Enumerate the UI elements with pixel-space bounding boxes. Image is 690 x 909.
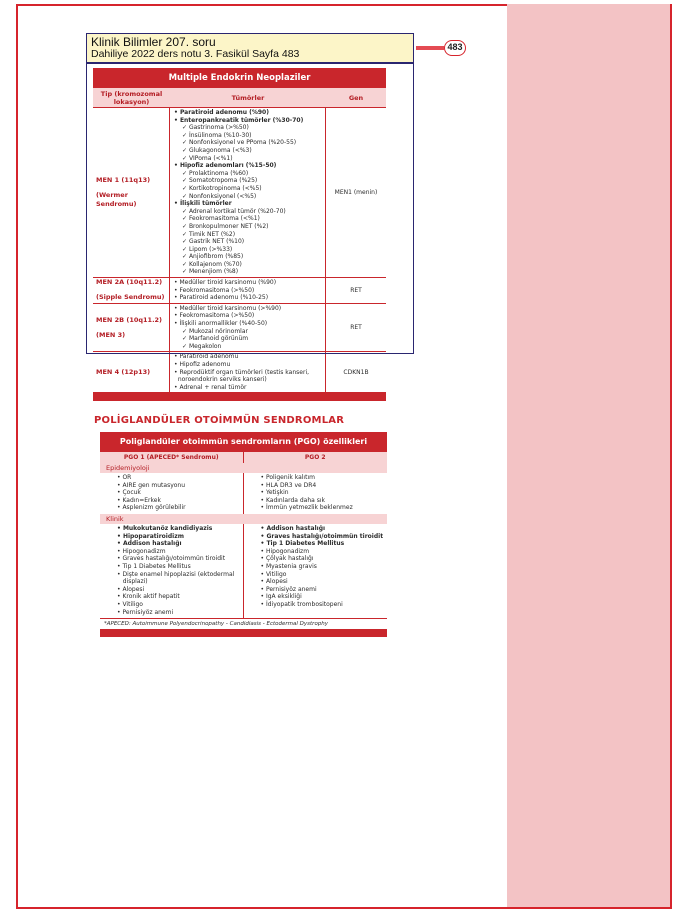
tumor-text: İnsülinoma (%10-30) xyxy=(188,131,252,139)
pgo-section-body xyxy=(100,473,387,514)
men-type-label: (Sipple Sendromu) xyxy=(96,293,165,302)
pgo-table-body xyxy=(100,463,387,618)
bullet-icon: • xyxy=(260,540,267,548)
pgo-item xyxy=(117,601,243,609)
tumor-text: Paratiroid adenomu xyxy=(179,353,239,361)
pgo-item-text: displazi) xyxy=(122,578,148,586)
pgo-item-text: Pernisiyöz anemi xyxy=(265,585,317,593)
section-title: POLİGLANDÜLER OTOİMMÜN SENDROMLAR xyxy=(94,415,345,426)
page-marker-bar xyxy=(416,46,444,50)
tumor-text: Adrenal kortikal tümör (%20-70) xyxy=(188,207,286,215)
pgo-item-text: Pernisiyöz anemi xyxy=(122,608,174,616)
men-type-label: MEN 4 (12p13) xyxy=(96,367,151,376)
bullet-icon: • xyxy=(260,570,266,578)
tumor-text: Enteropankreatik tümörler (%30-70) xyxy=(179,116,304,124)
pgo-item-text: Hipogonadizm xyxy=(122,547,166,555)
check-icon: ✓ xyxy=(182,253,189,261)
bullet-icon: • xyxy=(174,109,180,116)
pgo-item-text: Yetişkin xyxy=(265,489,289,497)
pgo-item xyxy=(261,540,388,548)
check-icon: ✓ xyxy=(182,207,189,215)
men-table-footer-bar xyxy=(93,393,386,401)
bullet-icon: • xyxy=(117,496,123,504)
bullet-icon: • xyxy=(174,320,180,328)
pgo-item xyxy=(261,525,388,533)
pgo-item xyxy=(261,571,388,579)
tumor-text: Prolaktinoma (%60) xyxy=(188,169,249,177)
tumor-text: Medüller tiroid karsinomu (%90) xyxy=(179,279,277,287)
bullet-icon: • xyxy=(174,279,180,287)
tumor-item xyxy=(174,353,321,361)
bullet-icon: • xyxy=(260,585,266,593)
pgo-item xyxy=(261,482,388,490)
pgo-item xyxy=(117,474,243,482)
bullet-icon: • xyxy=(260,600,266,608)
pgo-item-text: İmmün yetmezlik beklenmez xyxy=(265,504,353,512)
check-icon: ✓ xyxy=(182,335,189,343)
pgo-item-text: Dişte enamel hipoplazisi (ektodermal xyxy=(122,570,235,578)
bullet-icon: • xyxy=(260,524,267,532)
pgo-item-text: IgA eksikliği xyxy=(265,593,302,601)
check-icon: ✓ xyxy=(182,245,189,253)
check-icon: ✓ xyxy=(182,215,189,223)
bullet-icon: • xyxy=(260,547,266,555)
pgo-item xyxy=(261,497,388,505)
bullet-icon: • xyxy=(117,532,123,540)
men-gene-cell: RET xyxy=(350,324,362,332)
men-tumors-cell xyxy=(170,352,326,392)
tumor-text: noroendokrin serviks kanseri) xyxy=(177,376,267,384)
pgo-item-text: Tip 1 Diabetes Mellitus xyxy=(122,562,191,570)
bullet-icon: • xyxy=(174,286,180,294)
bullet-icon: • xyxy=(117,608,123,616)
bullet-icon: • xyxy=(260,532,267,540)
reference-source: Dahiliye 2022 ders notu 3. Fasikül Sayfa 483 xyxy=(91,48,300,60)
pgo-table-footer-bar xyxy=(100,629,387,637)
pgo-item xyxy=(261,586,388,594)
tumor-text: Gastrik NET (%10) xyxy=(188,238,245,246)
tumor-text: Bronkopulmoner NET (%2) xyxy=(188,222,269,230)
check-icon: ✓ xyxy=(182,169,189,177)
check-icon: ✓ xyxy=(182,184,189,192)
bullet-icon: • xyxy=(174,162,180,170)
check-icon: ✓ xyxy=(182,146,189,154)
men-type-label: MEN 1 (11q13) xyxy=(96,176,151,185)
bullet-icon: • xyxy=(174,304,180,312)
bullet-icon: • xyxy=(174,383,180,391)
tumor-text: Feokromasitoma (>%50) xyxy=(179,286,255,294)
tumor-text: Reprodüktif organ tümörleri (testis kanseri, xyxy=(179,368,310,376)
pgo-item-text: HLA DR3 ve DR4 xyxy=(265,481,317,489)
pgo-table-title: Poliglandüler otoimmün sendromların (PGO) özellikleri xyxy=(100,432,387,452)
tumor-item xyxy=(174,376,321,384)
pgo-section-label: Epidemiyoloji xyxy=(100,463,387,473)
tumor-text: Feokromasitoma (>%50) xyxy=(179,312,255,320)
pgo-item-text: İdiyopatik trombositopeni xyxy=(265,600,343,608)
pgo-item-text: Hipoparatiroidizm xyxy=(122,532,184,540)
bullet-icon: • xyxy=(174,312,180,320)
page-number-marker xyxy=(416,40,466,56)
tumor-text: Nonfonksiyonel ve PPoma (%20-55) xyxy=(188,139,297,147)
pgo-item xyxy=(117,504,243,512)
check-icon: ✓ xyxy=(182,222,189,230)
pgo-item xyxy=(117,548,243,556)
pgo-item-text: Kronik aktif hepatit xyxy=(122,593,180,601)
pgo-table-header xyxy=(100,452,387,463)
header-type: Tip (kromozomal lokasyon) xyxy=(100,89,163,106)
tumor-text: VIPoma (<%1) xyxy=(188,154,233,162)
pgo-item-text: Vitiligo xyxy=(122,600,143,608)
bullet-icon: • xyxy=(174,116,180,124)
tumor-text: Mukozal nörinomlar xyxy=(188,327,248,335)
men-gene-cell: MEN1 (menin) xyxy=(334,189,378,197)
pgo-right-column xyxy=(244,473,388,514)
pgo-item xyxy=(261,555,388,563)
tumor-item xyxy=(174,384,321,392)
check-icon: ✓ xyxy=(182,131,189,139)
men-row xyxy=(93,352,386,393)
tumor-text: Hipofiz adenomu xyxy=(179,361,231,368)
pgo-item-text: Çölyak hastalığı xyxy=(265,555,314,563)
bullet-icon: • xyxy=(174,353,180,361)
pgo-item-text: Asplenizm görülebilir xyxy=(122,504,186,512)
men-table-title: Multiple Endokrin Neoplaziler xyxy=(93,68,386,88)
pgo-item xyxy=(117,540,243,548)
bullet-icon: • xyxy=(117,593,123,601)
tumor-text: Menenjiom (%8) xyxy=(188,268,239,276)
pgo-item xyxy=(261,504,388,512)
check-icon: ✓ xyxy=(182,260,189,268)
check-icon: ✓ xyxy=(182,327,189,335)
pgo-item-text: Mukokutanöz kandidiyazis xyxy=(122,524,213,532)
bullet-icon: • xyxy=(117,474,123,481)
bullet-icon: • xyxy=(117,570,123,578)
pgo-item xyxy=(261,593,388,601)
bullet-icon: • xyxy=(117,504,123,512)
tumor-text: Glukagonoma (<%3) xyxy=(188,146,252,154)
pgo-item xyxy=(261,548,388,556)
pgo-item xyxy=(261,474,388,482)
check-icon: ✓ xyxy=(182,177,189,185)
pgo-item xyxy=(261,578,388,586)
tumor-text: Megakolon xyxy=(188,342,222,350)
tumor-text: İlişkili tümörler xyxy=(179,200,232,208)
men-type-label: MEN 2B (10q11.2) xyxy=(96,315,163,324)
pgo-item xyxy=(117,525,243,533)
bullet-icon: • xyxy=(260,593,266,601)
men-type-label: (Wermer Sendromu) xyxy=(96,191,137,209)
tumor-text: Kortikotropinoma (<%5) xyxy=(188,184,262,192)
pgo-item-text: Addison hastalığı xyxy=(266,524,326,532)
pgo-item xyxy=(117,482,243,490)
tumor-text: Gastrinoma (>%50) xyxy=(188,124,249,132)
pgo-item xyxy=(117,593,243,601)
pgo-item xyxy=(261,533,388,541)
tumor-text: İlişkili anormallikler (%40-50) xyxy=(179,320,268,328)
bullet-icon: • xyxy=(174,361,180,368)
bullet-icon: • xyxy=(174,200,180,208)
tumor-item xyxy=(174,369,321,377)
pgo-table xyxy=(100,432,387,637)
pgo-item xyxy=(261,489,388,497)
check-icon: ✓ xyxy=(182,124,189,132)
header-pgo1: PGO 1 (APECED* Sendromu) xyxy=(100,452,244,463)
men-type-label: MEN 2A (10q11.2) xyxy=(96,278,163,287)
pgo-item-text: Graves hastalığı/otoimmün tiroidit xyxy=(266,532,384,540)
pgo-item-text: Graves hastalığı/otoimmün tiroidit xyxy=(122,555,226,563)
bullet-icon: • xyxy=(260,562,266,570)
pgo-left-column xyxy=(100,473,244,514)
tumor-text: Medüller tiroid karsinomu (>%90) xyxy=(179,304,282,312)
pgo-item xyxy=(117,555,243,563)
pgo-item xyxy=(117,609,243,617)
check-icon: ✓ xyxy=(182,268,189,276)
bullet-icon: • xyxy=(117,540,123,548)
pgo-item-text: Vitiligo xyxy=(265,570,287,578)
pgo-item-text: Myastenia gravis xyxy=(265,562,317,570)
pgo-item xyxy=(117,497,243,505)
tumor-text: Paratiroid adenomu (%90) xyxy=(179,109,269,116)
bullet-icon: • xyxy=(117,489,123,497)
header-gene: Gen xyxy=(348,93,364,102)
pgo-item-text: Kadın=Erkek xyxy=(122,496,161,504)
bullet-icon: • xyxy=(117,562,123,570)
tumor-text: Marfanoid görünüm xyxy=(188,335,249,343)
check-icon: ✓ xyxy=(182,238,189,246)
pgo-right-column xyxy=(244,524,388,618)
check-icon: ✓ xyxy=(182,139,189,147)
tumor-text: Adrenal + renal tümör xyxy=(179,383,247,391)
tumor-text: Nonfonksiyonel (<%5) xyxy=(188,192,257,200)
men-type-label: (MEN 3) xyxy=(96,330,126,339)
bullet-icon: • xyxy=(260,504,266,512)
pgo-footnote: *APECED: Autoimmune Polyendocrinopathy - Candidiasis - Ectodermal Dystrophy xyxy=(100,618,387,629)
pgo-item-text: Kadınlarda daha sık xyxy=(265,496,325,504)
bullet-icon: • xyxy=(260,555,266,563)
pgo-item xyxy=(117,586,243,594)
pgo-item-text: Tip 1 Diabetes Mellitus xyxy=(266,540,345,548)
tumor-text: Feokromasitoma (<%1) xyxy=(188,215,260,223)
highlight-frame xyxy=(86,63,414,354)
check-icon: ✓ xyxy=(182,230,189,238)
bullet-icon: • xyxy=(260,578,266,586)
bullet-icon: • xyxy=(117,524,123,532)
pgo-item-text: Addison hastalığı xyxy=(122,540,182,548)
bullet-icon: • xyxy=(260,489,266,497)
bullet-icon: • xyxy=(260,474,266,481)
question-reference-box xyxy=(86,33,414,63)
pgo-item-text: AIRE gen mutasyonu xyxy=(122,481,186,489)
bullet-icon: • xyxy=(117,600,123,608)
tumor-item xyxy=(174,361,321,369)
pgo-item-text: Alopesi xyxy=(265,578,288,586)
tumor-text: Hipofiz adenomları (%15-50) xyxy=(179,162,277,170)
tumor-text: Anjiofibrom (%85) xyxy=(188,253,244,261)
check-icon: ✓ xyxy=(182,192,189,200)
header-pgo2: PGO 2 xyxy=(304,454,326,461)
tumor-text: Timik NET (%2) xyxy=(188,230,236,238)
header-tumors: Tümörler xyxy=(231,93,265,102)
pgo-item-text: Hipogonadizm xyxy=(265,547,310,555)
bullet-icon: • xyxy=(260,496,266,504)
pgo-item xyxy=(117,533,243,541)
bullet-icon: • xyxy=(117,547,123,555)
bullet-icon: • xyxy=(117,585,123,593)
men-type-cell xyxy=(93,352,170,392)
pgo-left-column xyxy=(100,524,244,618)
pgo-item-text: Alopesi xyxy=(122,585,145,593)
bullet-icon: • xyxy=(117,481,123,489)
tumor-text: Somatotropoma (%25) xyxy=(188,177,258,185)
bullet-icon: • xyxy=(174,368,180,376)
pgo-item-text: Çocuk xyxy=(122,489,141,497)
pgo-item xyxy=(261,601,388,609)
tumor-text: Paratiroid adenomu (%10-25) xyxy=(179,294,269,302)
pgo-item-text: Poligenik kalıtım xyxy=(265,474,315,481)
pgo-item xyxy=(261,563,388,571)
page-number: 483 xyxy=(444,40,466,56)
reference-title: Klinik Bilimler 207. soru xyxy=(91,35,216,49)
pgo-item xyxy=(117,563,243,571)
pgo-item xyxy=(117,571,243,579)
men-gene-cell: CDKN1B xyxy=(343,368,369,376)
bullet-icon: • xyxy=(117,555,123,563)
check-icon: ✓ xyxy=(182,342,189,350)
pgo-section-body xyxy=(100,524,387,618)
bullet-icon: • xyxy=(174,294,180,302)
men-gene-cell: RET xyxy=(350,286,362,294)
margin-panel xyxy=(507,4,670,907)
pgo-item xyxy=(117,578,243,586)
bullet-icon: • xyxy=(260,481,266,489)
tumor-text: Kollajenom (%70) xyxy=(188,260,242,268)
pgo-item xyxy=(117,489,243,497)
pgo-item-text: OR xyxy=(122,474,132,481)
pgo-section-label: Klinik xyxy=(100,514,387,524)
tumor-text: Lipom (>%33) xyxy=(188,245,233,253)
check-icon: ✓ xyxy=(182,154,189,162)
